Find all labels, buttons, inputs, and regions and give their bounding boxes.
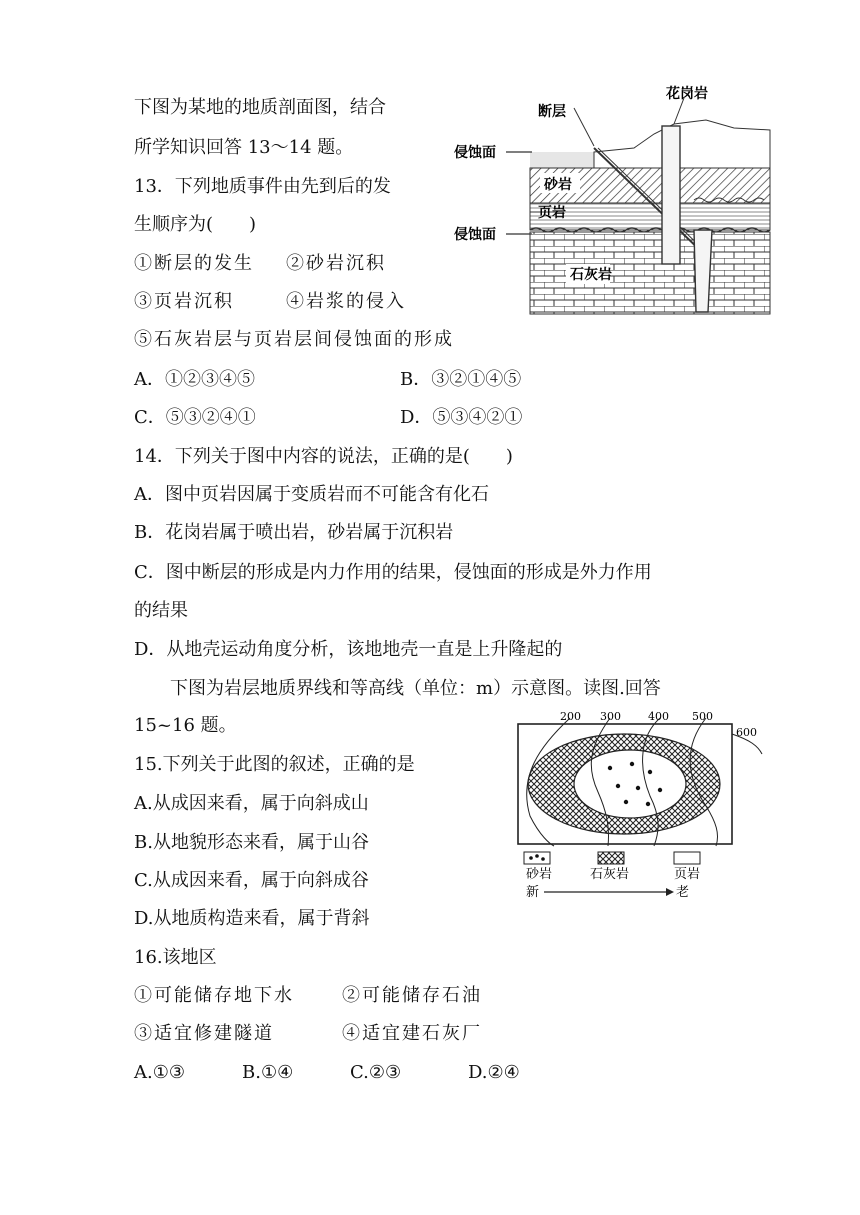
geologic-cross-section-figure (444, 78, 774, 328)
age-label-new: 新 (526, 885, 540, 900)
q16-item-2: ②可能储存石油 (342, 985, 482, 1006)
q15-option-a: A.从成因来看，属于向斜成山 (134, 793, 369, 814)
q14-stem: 14．下列关于图中内容的说法，正确的是( ) (134, 446, 513, 467)
legend-label-shale: 页岩 (674, 867, 701, 882)
q14-option-b: B．花岗岩属于喷出岩，砂岩属于沉积岩 (134, 522, 454, 543)
q16-option-b: B.①④ (242, 1062, 294, 1083)
contour-label-300: 300 (600, 710, 621, 723)
label-shale: 页岩 (538, 205, 566, 221)
q15-stem: 15.下列关于此图的叙述，正确的是 (134, 754, 415, 775)
sandstone-zone (574, 750, 686, 818)
legend-label-sandstone: 砂岩 (526, 867, 553, 882)
q15-option-c: C.从成因来看，属于向斜成谷 (134, 870, 369, 891)
q13-item-3: ③页岩沉积 (134, 291, 234, 312)
contour-label-200: 200 (560, 710, 581, 723)
q16-item-4: ④适宜建石灰厂 (342, 1023, 482, 1044)
contour-label-600: 600 (736, 726, 757, 739)
legend-swatch-sandstone (524, 852, 550, 864)
q13-item-4: ④岩浆的侵入 (286, 291, 406, 312)
q16-option-a: A.①③ (134, 1062, 185, 1083)
label-limestone: 石灰岩 (570, 267, 612, 283)
label-erosion-top: 侵蚀面 (454, 145, 496, 161)
q16-option-d: D.②④ (468, 1062, 520, 1083)
q13-item-2: ②砂岩沉积 (286, 253, 386, 274)
q15-option-d: D.从地质构造来看，属于背斜 (134, 908, 370, 929)
q14-option-a: A．图中页岩因属于变质岩而不可能含有化石 (134, 484, 489, 505)
legend-label-limestone: 石灰岩 (590, 867, 630, 882)
q13-stem-1: 13．下列地质事件由先到后的发 (134, 176, 391, 197)
q16-stem: 16.该地区 (134, 947, 217, 968)
legend-swatch-shale (674, 852, 700, 864)
strata-contour-figure (510, 706, 770, 902)
label-sandstone: 砂岩 (544, 177, 572, 193)
q13-option-d: D．⑤③④②① (400, 407, 523, 428)
contour-label-500: 500 (692, 710, 713, 723)
q14-option-c-line-2: 的结果 (134, 600, 188, 621)
label-erosion-bottom: 侵蚀面 (454, 227, 496, 243)
q16-option-c: C.②③ (350, 1062, 402, 1083)
intro-line-1: 下图为某地的地质剖面图，结合 (134, 97, 386, 118)
intro2-line-1: 下图为岩层地质界线和等高线（单位：m）示意图。读图.回答 (170, 678, 661, 699)
q13-option-c: C．⑤③②④① (134, 407, 256, 428)
q16-item-1: ①可能储存地下水 (134, 985, 294, 1006)
label-granite: 花岗岩 (666, 86, 708, 102)
q13-option-a: A．①②③④⑤ (134, 369, 255, 390)
granite-intrusion (662, 126, 680, 264)
q14-option-d: D．从地壳运动角度分析，该地地壳一直是上升隆起的 (134, 639, 563, 660)
age-label-old: 老 (676, 885, 690, 900)
q15-option-b: B.从地貌形态来看，属于山谷 (134, 832, 369, 853)
shale-layer (530, 203, 770, 230)
q13-item-5: ⑤石灰岩层与页岩层间侵蚀面的形成 (134, 329, 454, 350)
legend-swatch-limestone (598, 852, 624, 864)
q13-item-1: ①断层的发生 (134, 253, 254, 274)
q16-item-3: ③适宜修建隧道 (134, 1023, 274, 1044)
label-fault: 断层 (538, 104, 566, 120)
intro-line-2: 所学知识回答 13～14 题。 (134, 137, 354, 158)
q13-option-b: B．③②①④⑤ (400, 369, 522, 390)
q13-stem-2: 生顺序为( ) (134, 214, 257, 235)
q14-option-c-line-1: C．图中断层的形成是内力作用的结果，侵蚀面的形成是外力作用 (134, 562, 652, 583)
contour-label-400: 400 (648, 710, 669, 723)
intro2-line-2: 15~16 题。 (134, 715, 237, 736)
